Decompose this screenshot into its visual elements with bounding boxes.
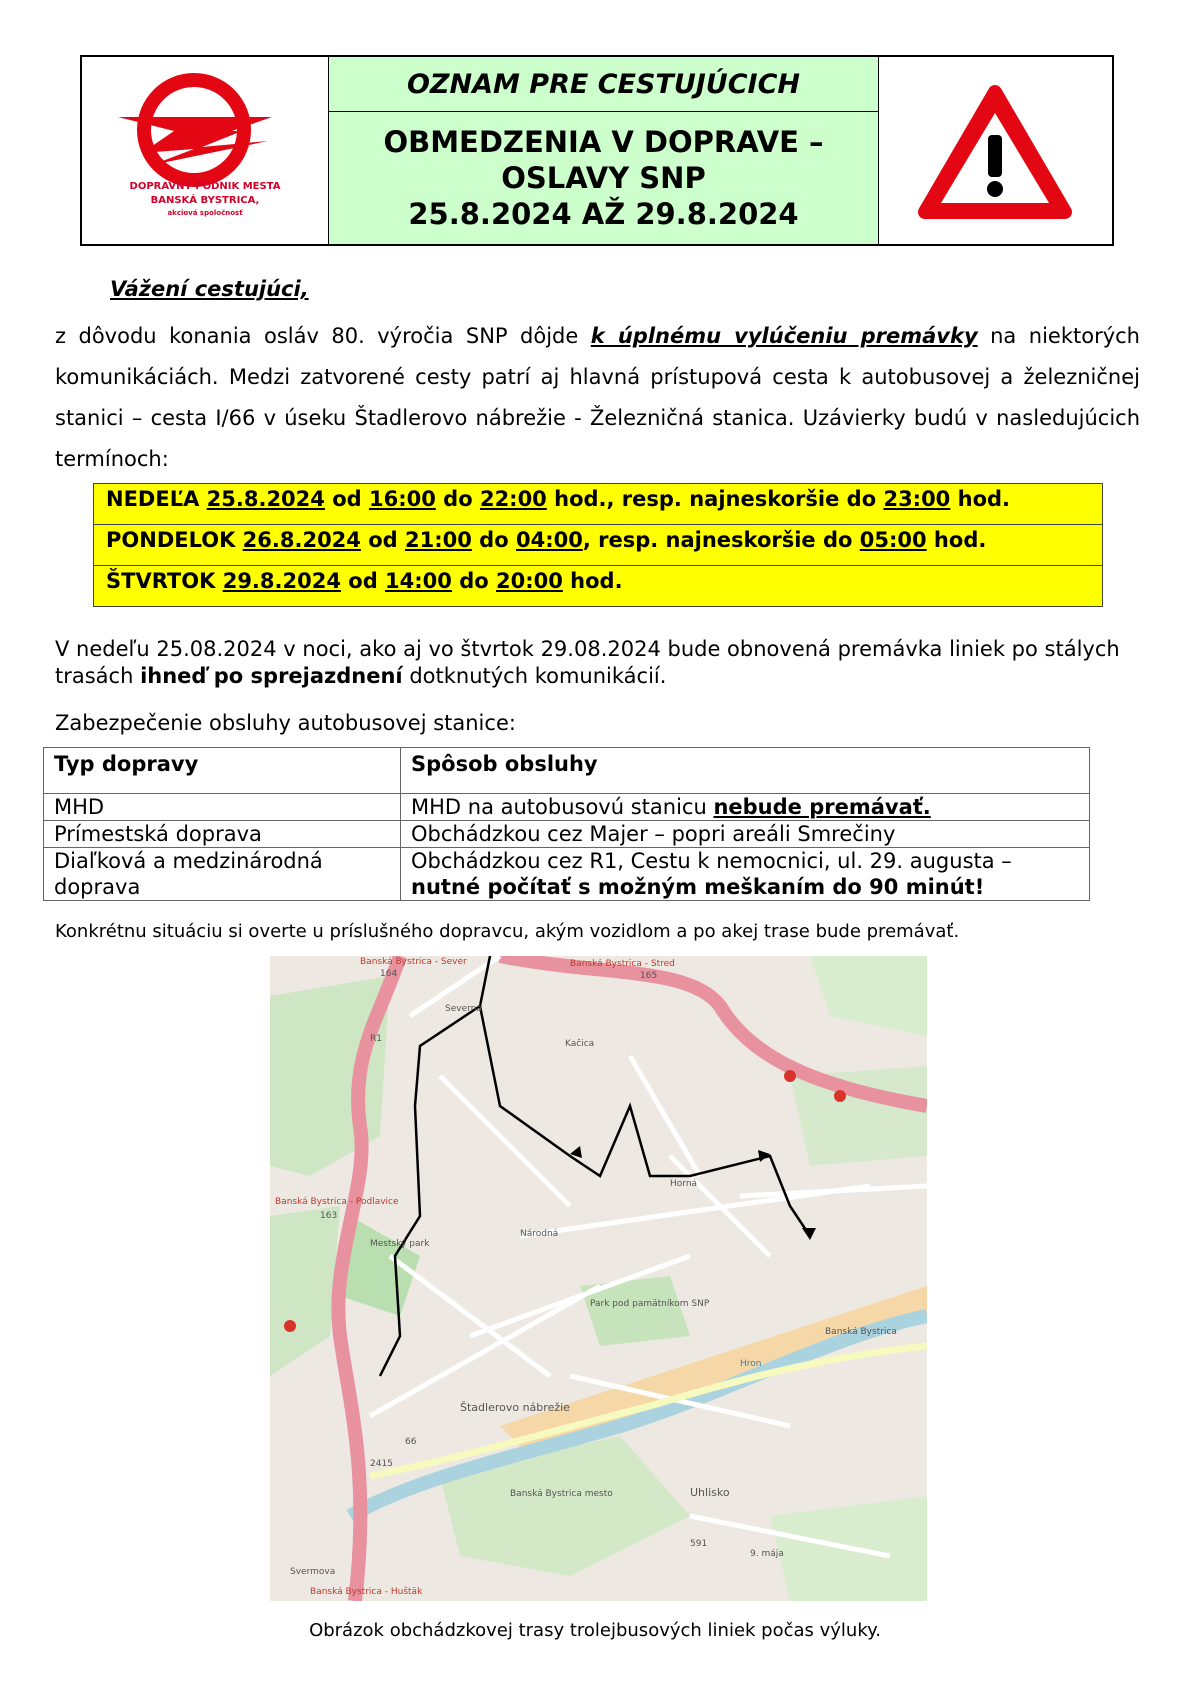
table-header-service: Spôsob obsluhy xyxy=(401,748,1090,794)
table-header-row xyxy=(44,748,1090,794)
map-label: 2415 xyxy=(370,1459,393,1469)
map-label: Štadlerovo nábrežie xyxy=(460,1401,570,1414)
schedule-row-monday: PONDELOK 26.8.2024 od 21:00 do 04:00, resp. najneskoršie do 05:00 hod. xyxy=(106,528,987,552)
table-row: Diaľková a medzinárodná doprava Obchádzkou cez R1, Cestu k nemocnici, ul. 29. augusta – nutné počítať s možným meškaním do 90 minút! xyxy=(44,848,1090,901)
carrier-note: Konkrétnu situáciu si overte u príslušného dopravcu, akým vozidlom a po akej trase bude premávať. xyxy=(55,921,960,942)
map-label: Severná xyxy=(445,1004,482,1014)
title-line-3: 25.8.2024 AŽ 29.8.2024 xyxy=(408,197,799,231)
table-row: MHD MHD na autobusovú stanicu nebude premávať. xyxy=(44,794,1090,821)
map-label: Banská Bystrica xyxy=(825,1327,897,1337)
map-label: Mestský park xyxy=(370,1239,430,1249)
logo-text-1: DOPRAVNÝ PODNIK MESTA xyxy=(129,181,281,192)
detour-map xyxy=(270,956,927,1601)
map-caption: Obrázok obchádzkovej trasy trolejbusových liniek počas výluky. xyxy=(309,1620,881,1641)
map-label: 591 xyxy=(690,1539,708,1549)
map-label: Banská Bystrica - Podlavice xyxy=(275,1197,399,1207)
title-line-2: OSLAVY SNP xyxy=(501,161,706,195)
logo-text-2: BANSKÁ BYSTRICA, xyxy=(150,195,260,206)
notice-heading: OZNAM PRE CESTUJÚCICH xyxy=(329,57,878,112)
intro-emphasis: k úplnému vylúčeniu premávky xyxy=(590,324,978,348)
logo-cell xyxy=(82,57,329,244)
map-label: Kačica xyxy=(565,1039,595,1049)
map-label: 9. mája xyxy=(750,1549,784,1559)
station-service-heading: Zabezpečenie obsluhy autobusovej stanice: xyxy=(55,711,516,735)
restore-paragraph: V nedeľu 25.08.2024 v noci, ako aj vo štvrtok 29.08.2024 bude obnovená premávka liniek po stálych trasách ihneď po sprejazdnení dotknutých komunikácií. xyxy=(55,637,1120,688)
map-label: Banská Bystrica mesto xyxy=(510,1489,613,1499)
map-label: 66 xyxy=(405,1437,417,1447)
logo-text-3: akciová spoločnosť xyxy=(167,209,243,217)
map-label: Národná xyxy=(520,1229,559,1239)
notice-title xyxy=(329,112,878,244)
map-canvas xyxy=(270,956,927,1601)
map-label: Horná xyxy=(670,1179,698,1189)
intro-paragraph xyxy=(55,316,1140,480)
map-label: Banská Bystrica - Huštäk xyxy=(310,1587,423,1597)
title-cell xyxy=(329,57,879,244)
title-line-1: OBMEDZENIA V DOPRAVE – xyxy=(383,125,824,159)
map-label: Uhlisko xyxy=(690,1486,730,1499)
map-label: Banská Bystrica - Sever xyxy=(360,957,467,967)
header-box xyxy=(80,55,1114,246)
intro-text-last: budú v nasledujúcich termínoch: xyxy=(55,406,1141,471)
restore-emphasis: ihneď po sprejazdnení xyxy=(140,664,403,688)
schedule-row-sunday: NEDEĽA 25.8.2024 od 16:00 do 22:00 hod., resp. najneskoršie do 23:00 hod. xyxy=(106,487,1011,511)
map-label: Svermova xyxy=(290,1567,336,1577)
map-label: Hron xyxy=(740,1359,762,1369)
service-table xyxy=(43,747,1090,901)
map-label: 163 xyxy=(320,1211,338,1221)
map-label: 165 xyxy=(640,971,658,981)
company-logo xyxy=(82,65,328,215)
warning-cell xyxy=(879,57,1112,244)
intro-text-1: z dôvodu konania osláv 80. výročia SNP dôjde xyxy=(55,324,591,348)
schedule-row-thursday: ŠTVRTOK 29.8.2024 od 14:00 do 20:00 hod. xyxy=(106,569,623,593)
greeting: Vážení cestujúci, xyxy=(110,277,309,301)
table-row: Prímestská doprava Obchádzkou cez Majer – popri areáli Smrečiny xyxy=(44,821,1090,848)
map-label: Banská Bystrica - Stred xyxy=(570,959,675,969)
warning-triangle-icon xyxy=(879,57,1112,244)
intro-text-2: na niektorých komunikáciách. Medzi zatvorené cesty patrí aj hlavná prístupová cesta k autobusovej a železničnej stanici – cesta I/66 v úseku Štadlerovo nábrežie - Železničná stanica. Uzávierky xyxy=(55,324,1140,430)
map-label: R1 xyxy=(370,1034,382,1044)
closure-schedule xyxy=(93,483,1103,607)
map-label: 164 xyxy=(380,969,398,979)
table-header-type: Typ dopravy xyxy=(44,748,401,794)
map-label: Park pod pamätníkom SNP xyxy=(590,1299,710,1309)
